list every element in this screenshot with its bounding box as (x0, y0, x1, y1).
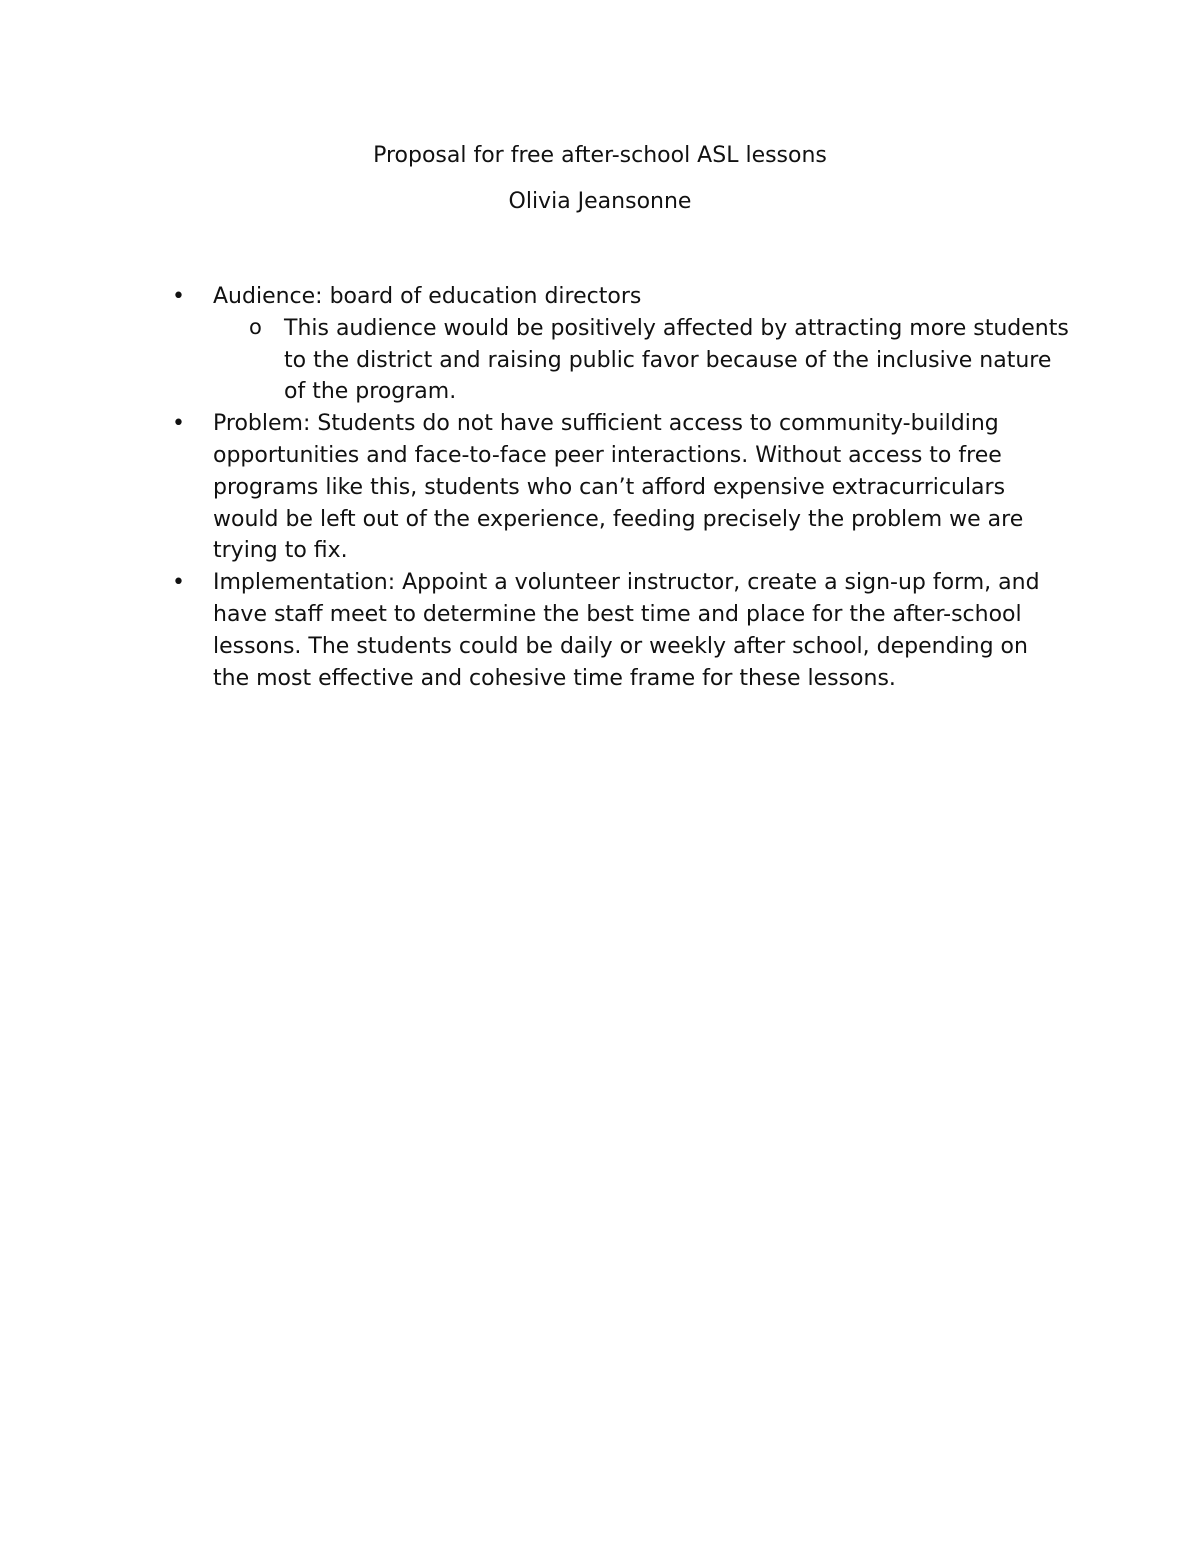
list-item-text: Problem: Students do not have sufficient access to community-building opportunities and face-to-face peer interactions. Without access to free programs like this, students who can’t afford expensive extracurriculars would be left out of the experience, feeding precisely the problem we are trying to fix. (213, 411, 1024, 564)
list-item-problem (170, 408, 1070, 567)
hollow-bullet-icon: o (249, 314, 262, 339)
document-title: Proposal for free after-school ASL lessons (373, 143, 827, 168)
sub-list-item (213, 313, 1070, 408)
sub-bullet-list (213, 313, 1070, 408)
list-item-audience (170, 281, 1070, 408)
list-item-text: Audience: board of education directors (213, 284, 642, 309)
bullet-icon: • (172, 284, 185, 309)
list-item-text: Implementation: Appoint a volunteer instructor, create a sign-up form, and have staff meet to determine the best time and place for the after-school lessons. The students could be daily or weekly after school, depending on the most effective and cohesive time frame for these lessons. (213, 570, 1040, 691)
document-author: Olivia Jeansonne (508, 189, 692, 214)
bullet-list (170, 281, 1070, 694)
list-item-implementation (170, 567, 1070, 694)
bullet-icon: • (172, 411, 185, 437)
bullet-icon: • (172, 570, 185, 596)
sub-list-item-text: This audience would be positively affected by attracting more students to the district and raising public favor because of the inclusive nature of the program. (284, 315, 1069, 405)
